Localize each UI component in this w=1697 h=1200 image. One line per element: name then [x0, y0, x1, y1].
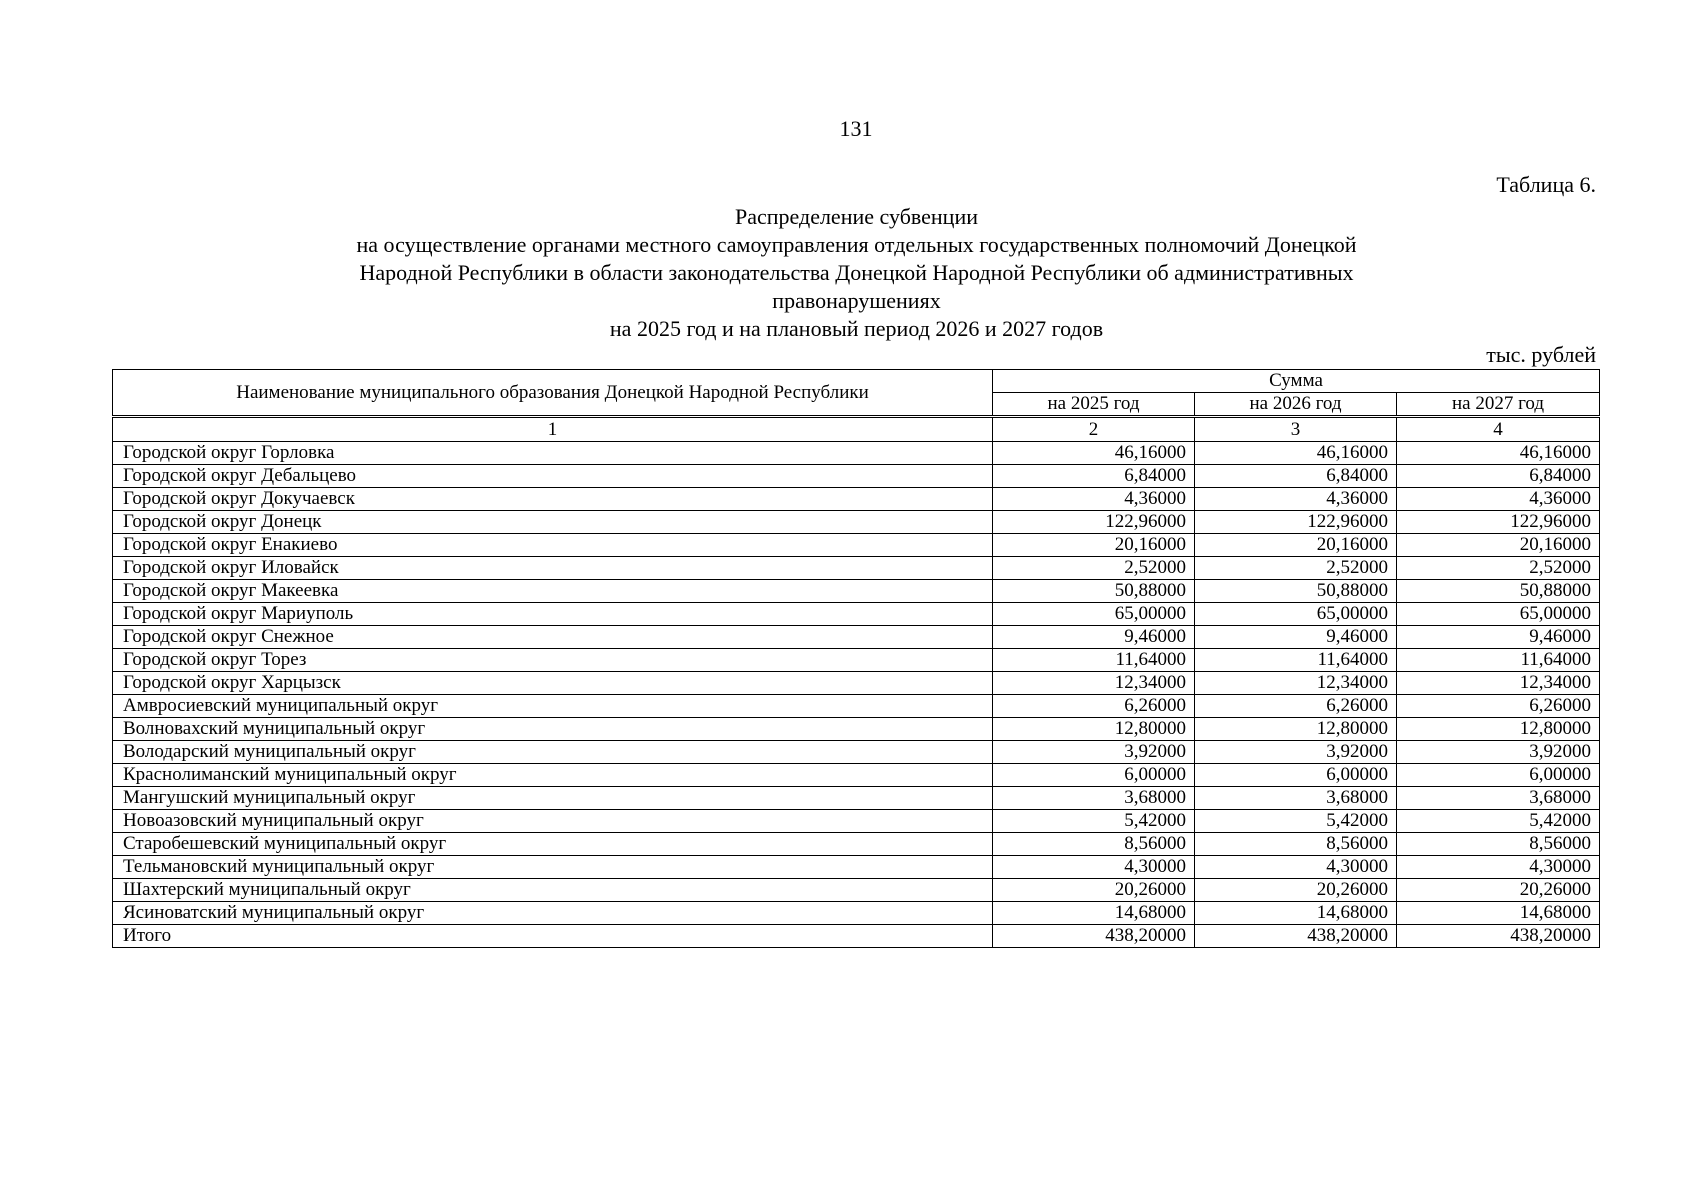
amount-2026: 11,64000 — [1195, 649, 1397, 672]
amount-2027: 3,92000 — [1397, 741, 1600, 764]
amount-2026: 12,80000 — [1195, 718, 1397, 741]
table-row — [113, 603, 1600, 626]
amount-2027: 4,36000 — [1397, 488, 1600, 511]
column-index: 3 — [1195, 417, 1397, 442]
municipality-name: Городской округ Макеевка — [113, 580, 993, 603]
amount-2027: 50,88000 — [1397, 580, 1600, 603]
header-name-column: Наименование муниципального образования Донецкой Народной Республики — [113, 370, 993, 417]
municipality-name: Краснолиманский муниципальный округ — [113, 764, 993, 787]
municipality-name: Городской округ Торез — [113, 649, 993, 672]
municipality-name: Городской округ Снежное — [113, 626, 993, 649]
amount-2025: 3,68000 — [993, 787, 1195, 810]
table-label: Таблица 6. — [1496, 172, 1596, 197]
table-row — [113, 626, 1600, 649]
amount-2025: 6,26000 — [993, 695, 1195, 718]
amount-2025: 6,00000 — [993, 764, 1195, 787]
amount-2025: 3,92000 — [993, 741, 1195, 764]
amount-2027: 46,16000 — [1397, 442, 1600, 465]
municipality-name: Новоазовский муниципальный округ — [113, 810, 993, 833]
amount-2025: 8,56000 — [993, 833, 1195, 856]
column-index: 2 — [993, 417, 1195, 442]
amount-2026: 4,30000 — [1195, 856, 1397, 879]
amount-2026: 5,42000 — [1195, 810, 1397, 833]
municipality-name: Старобешевский муниципальный округ — [113, 833, 993, 856]
table-row — [113, 511, 1600, 534]
amount-2027: 438,20000 — [1397, 925, 1600, 948]
municipality-name: Волновахский муниципальный округ — [113, 718, 993, 741]
table-row — [113, 810, 1600, 833]
amount-2026: 4,36000 — [1195, 488, 1397, 511]
amount-2025: 12,80000 — [993, 718, 1195, 741]
header-year-2025: на 2025 год — [993, 393, 1195, 417]
amount-2027: 20,16000 — [1397, 534, 1600, 557]
amount-2026: 9,46000 — [1195, 626, 1397, 649]
amount-2026: 438,20000 — [1195, 925, 1397, 948]
amount-2025: 4,36000 — [993, 488, 1195, 511]
amount-2026: 8,56000 — [1195, 833, 1397, 856]
amount-2027: 6,26000 — [1397, 695, 1600, 718]
header-year-2026: на 2026 год — [1195, 393, 1397, 417]
table-row — [113, 764, 1600, 787]
amount-2027: 2,52000 — [1397, 557, 1600, 580]
amount-2025: 2,52000 — [993, 557, 1195, 580]
table-row — [113, 833, 1600, 856]
title-line: правонарушениях — [772, 288, 941, 313]
amount-2027: 20,26000 — [1397, 879, 1600, 902]
column-index: 1 — [113, 417, 993, 442]
amount-2026: 12,34000 — [1195, 672, 1397, 695]
amount-2027: 65,00000 — [1397, 603, 1600, 626]
amount-2025: 65,00000 — [993, 603, 1195, 626]
table-row — [113, 741, 1600, 764]
municipality-name: Ясиноватский муниципальный округ — [113, 902, 993, 925]
amount-2027: 12,34000 — [1397, 672, 1600, 695]
title-line: на осуществление органами местного самоуправления отдельных государственных полномочий Донецкой — [356, 232, 1357, 257]
amount-2025: 5,42000 — [993, 810, 1195, 833]
municipality-name: Городской округ Харцызск — [113, 672, 993, 695]
amount-2027: 4,30000 — [1397, 856, 1600, 879]
amount-2027: 6,00000 — [1397, 764, 1600, 787]
amount-2025: 46,16000 — [993, 442, 1195, 465]
amount-2027: 6,84000 — [1397, 465, 1600, 488]
page-number: 131 — [839, 116, 873, 141]
amount-2027: 12,80000 — [1397, 718, 1600, 741]
municipality-name: Амвросиевский муниципальный округ — [113, 695, 993, 718]
units-label: тыс. рублей — [1486, 342, 1596, 367]
municipality-name: Городской округ Иловайск — [113, 557, 993, 580]
amount-2026: 46,16000 — [1195, 442, 1397, 465]
amount-2025: 11,64000 — [993, 649, 1195, 672]
amount-2027: 11,64000 — [1397, 649, 1600, 672]
table-body — [113, 417, 1600, 948]
table-row — [113, 649, 1600, 672]
municipality-name: Городской округ Енакиево — [113, 534, 993, 557]
municipality-name: Тельмановский муниципальный округ — [113, 856, 993, 879]
amount-2027: 122,96000 — [1397, 511, 1600, 534]
amount-2025: 438,20000 — [993, 925, 1195, 948]
amount-2025: 20,26000 — [993, 879, 1195, 902]
amount-2026: 14,68000 — [1195, 902, 1397, 925]
municipality-name: Мангушский муниципальный округ — [113, 787, 993, 810]
municipality-name: Городской округ Мариуполь — [113, 603, 993, 626]
table-row — [113, 465, 1600, 488]
table-row — [113, 695, 1600, 718]
column-index-row — [113, 417, 1600, 442]
table-row — [113, 488, 1600, 511]
table-row — [113, 718, 1600, 741]
title-line: на 2025 год и на плановый период 2026 и 2027 годов — [609, 316, 1104, 341]
municipality-name: Володарский муниципальный округ — [113, 741, 993, 764]
amount-2027: 9,46000 — [1397, 626, 1600, 649]
amount-2026: 3,68000 — [1195, 787, 1397, 810]
amount-2027: 3,68000 — [1397, 787, 1600, 810]
amount-2026: 122,96000 — [1195, 511, 1397, 534]
title-line: Распределение субвенции — [734, 204, 979, 229]
table-row — [113, 856, 1600, 879]
table-row — [113, 879, 1600, 902]
amount-2026: 50,88000 — [1195, 580, 1397, 603]
amount-2026: 65,00000 — [1195, 603, 1397, 626]
amount-2025: 9,46000 — [993, 626, 1195, 649]
table-row — [113, 534, 1600, 557]
amount-2026: 20,16000 — [1195, 534, 1397, 557]
header-sum-group: Сумма — [993, 370, 1600, 393]
amount-2026: 6,84000 — [1195, 465, 1397, 488]
amount-2027: 5,42000 — [1397, 810, 1600, 833]
header-year-2027: на 2027 год — [1397, 393, 1600, 417]
municipality-name: Шахтерский муниципальный округ — [113, 879, 993, 902]
table-row — [113, 672, 1600, 695]
amount-2025: 14,68000 — [993, 902, 1195, 925]
municipality-name: Городской округ Докучаевск — [113, 488, 993, 511]
document-title — [220, 203, 1493, 343]
amount-2027: 8,56000 — [1397, 833, 1600, 856]
amount-2027: 14,68000 — [1397, 902, 1600, 925]
table-row — [113, 442, 1600, 465]
municipality-name: Городской округ Дебальцево — [113, 465, 993, 488]
municipality-name: Городской округ Донецк — [113, 511, 993, 534]
amount-2026: 20,26000 — [1195, 879, 1397, 902]
amount-2026: 3,92000 — [1195, 741, 1397, 764]
municipality-name: Городской округ Горловка — [113, 442, 993, 465]
amount-2026: 2,52000 — [1195, 557, 1397, 580]
amount-2025: 20,16000 — [993, 534, 1195, 557]
table-row — [113, 580, 1600, 603]
amount-2025: 122,96000 — [993, 511, 1195, 534]
amount-2025: 50,88000 — [993, 580, 1195, 603]
total-row — [113, 925, 1600, 948]
amount-2026: 6,26000 — [1195, 695, 1397, 718]
amount-2025: 4,30000 — [993, 856, 1195, 879]
municipality-name: Итого — [113, 925, 993, 948]
amount-2025: 6,84000 — [993, 465, 1195, 488]
table-row — [113, 787, 1600, 810]
column-index: 4 — [1397, 417, 1600, 442]
table-row — [113, 557, 1600, 580]
subvention-table — [112, 369, 1600, 948]
table-row — [113, 902, 1600, 925]
title-line: Народной Республики в области законодательства Донецкой Народной Республики об административных — [359, 260, 1354, 285]
amount-2025: 12,34000 — [993, 672, 1195, 695]
amount-2026: 6,00000 — [1195, 764, 1397, 787]
